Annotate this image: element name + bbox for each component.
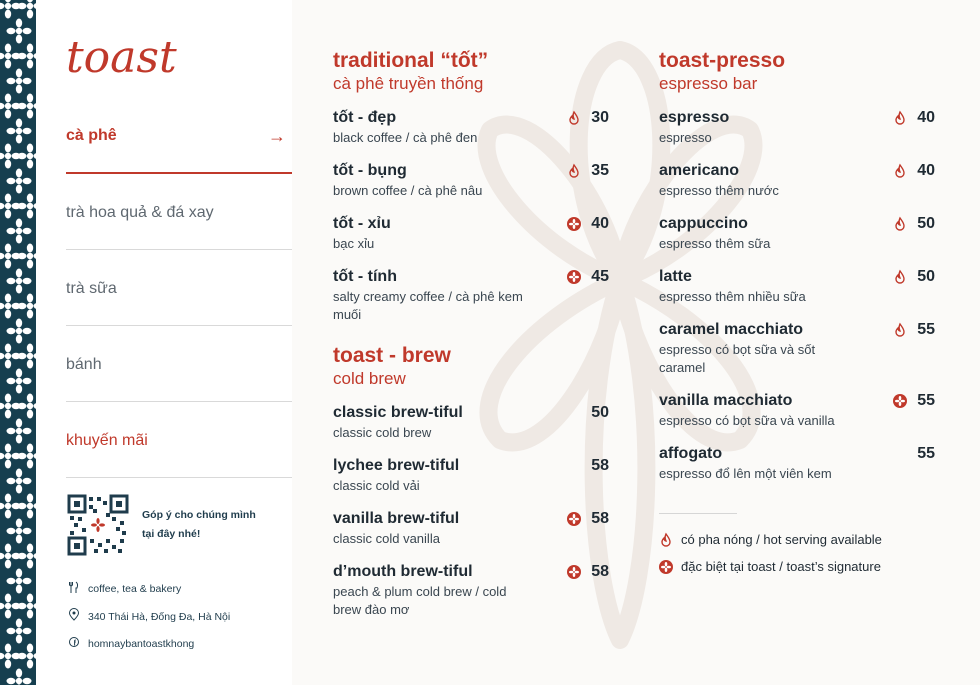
flame-icon	[567, 111, 581, 125]
menu-column-left	[333, 49, 609, 633]
menu-item-price: 40	[917, 108, 935, 126]
menu-item-name: americano	[659, 162, 740, 179]
menu-item[interactable]	[333, 509, 609, 548]
menu-item[interactable]	[659, 161, 935, 200]
menu-item-price: 30	[591, 108, 609, 126]
menu-item-price: 58	[591, 562, 609, 580]
feedback-line-1: Góp ý cho chúng mình	[142, 509, 256, 521]
flame-icon	[893, 270, 907, 284]
toast-logo[interactable]	[66, 28, 177, 85]
menu-item-price: 58	[591, 509, 609, 527]
social-handle[interactable]: homnaybantoastkhong	[88, 637, 195, 650]
legend-hot-text: có pha nóng / hot serving available	[681, 532, 882, 547]
menu-item[interactable]	[659, 267, 935, 306]
signature-flower-icon	[893, 394, 907, 408]
menu-item-price: 40	[917, 161, 935, 179]
menu-item-description: espresso đổ lên một viên kem	[659, 466, 832, 481]
cutlery-icon	[68, 582, 80, 596]
menu-item-name: caramel macchiato	[659, 321, 804, 338]
menu-item-description: espresso	[659, 130, 712, 145]
menu-item-name: cappuccino	[659, 215, 748, 232]
feedback-line-2: tại đây nhé!	[142, 528, 201, 540]
menu-item-name: affogato	[659, 445, 723, 462]
decorative-pattern-strip	[0, 0, 36, 685]
signature-flower-icon	[567, 565, 581, 579]
menu-item-name: tốt - bụng	[333, 162, 407, 179]
menu-item-price: 50	[917, 267, 935, 285]
nav-item-label: bánh	[66, 355, 102, 373]
menu-item-description: black coffee / cà phê đen	[333, 130, 478, 145]
signature-flower-icon	[567, 217, 581, 231]
menu-item-price: 45	[591, 267, 609, 285]
menu-item-description: classic cold brew	[333, 425, 432, 440]
menu-item-price: 58	[591, 456, 609, 474]
feedback-text	[142, 506, 256, 544]
signature-flower-icon	[567, 512, 581, 526]
signature-flower-icon	[567, 270, 581, 284]
menu-column-right	[659, 49, 935, 586]
location-pin-icon	[68, 609, 80, 624]
menu-item[interactable]	[659, 444, 935, 483]
feedback-qr-block	[68, 495, 256, 555]
menu-item-name: vanilla brew-tiful	[333, 510, 460, 527]
legend-hot	[659, 532, 935, 547]
menu-item-description: espresso thêm sữa	[659, 236, 771, 251]
menu-item[interactable]	[659, 108, 935, 147]
menu-item-description: espresso thêm nước	[659, 183, 779, 198]
section-title-presso: toast-presso	[659, 49, 786, 72]
menu-list-presso	[659, 108, 935, 483]
address-text: 340 Thái Hà, Đống Đa, Hà Nội	[88, 610, 231, 623]
menu-item-name: classic brew-tiful	[333, 404, 463, 421]
section-subtitle-brew: cold brew	[333, 369, 406, 388]
menu-item-name: latte	[659, 268, 692, 285]
category-nav	[66, 98, 294, 478]
nav-item-label: khuyến mãi	[66, 431, 148, 449]
arrow-right-icon: →	[268, 125, 286, 146]
menu-item-description: espresso có bọt sữa và sốt caramel	[659, 342, 816, 375]
sidebar	[36, 0, 292, 685]
tagline-text: coffee, tea & bakery	[88, 583, 182, 595]
menu-item-description: espresso có bọt sữa và vanilla	[659, 413, 835, 428]
menu-item-description: bạc xỉu	[333, 236, 375, 251]
menu-item-price: 50	[591, 403, 609, 421]
menu-item[interactable]	[659, 320, 935, 377]
menu-item-price: 35	[591, 161, 609, 179]
nav-item-ca-phe[interactable]	[66, 98, 294, 174]
flame-icon	[893, 111, 907, 125]
menu-item-name: tốt - xỉu	[333, 215, 391, 232]
nav-item-tra-sua[interactable]	[66, 250, 294, 326]
menu-item-price: 50	[917, 214, 935, 232]
section-title-brew: toast - brew	[333, 344, 451, 367]
address-row	[68, 609, 230, 624]
menu-item[interactable]	[659, 214, 935, 253]
svg-text:toast: toast	[66, 32, 177, 83]
menu-list-brew	[333, 403, 609, 619]
menu-item[interactable]	[333, 562, 609, 619]
qr-code[interactable]	[68, 495, 128, 555]
menu-item[interactable]	[333, 214, 609, 253]
social-row[interactable]	[68, 637, 194, 650]
menu-item[interactable]	[333, 456, 609, 495]
flame-icon	[893, 164, 907, 178]
menu-item-price: 40	[591, 214, 609, 232]
section-subtitle-presso: espresso bar	[659, 74, 758, 93]
nav-item-label: trà hoa quả & đá xay	[66, 203, 214, 221]
menu-item-description: salty creamy coffee / cà phê kem muối	[333, 289, 523, 322]
legend-divider	[659, 513, 737, 514]
section-subtitle-traditional: cà phê truyền thống	[333, 74, 484, 93]
menu-item-name: espresso	[659, 109, 730, 126]
menu-item-description: espresso thêm nhiều sữa	[659, 289, 806, 304]
menu-item-name: d’mouth brew-tiful	[333, 563, 473, 580]
menu-item-name: lychee brew-tiful	[333, 457, 460, 474]
nav-item-label: trà sữa	[66, 279, 117, 297]
menu-item[interactable]	[333, 108, 609, 147]
menu-item-name: tốt - tính	[333, 268, 397, 285]
pattern-svg	[0, 0, 36, 685]
flame-icon	[893, 323, 907, 337]
menu-item-description: brown coffee / cà phê nâu	[333, 183, 483, 198]
nav-item-label: cà phê	[66, 127, 117, 144]
signature-flower-icon	[659, 560, 673, 574]
facebook-icon	[68, 637, 80, 650]
menu-item-description: classic cold vải	[333, 478, 420, 493]
menu-item-description: classic cold vanilla	[333, 531, 440, 546]
menu-item-price: 55	[917, 320, 935, 338]
menu-item[interactable]	[333, 161, 609, 200]
logo-image	[66, 28, 177, 83]
menu-item-description: peach & plum cold brew / cold brew đào mơ	[333, 584, 507, 617]
flame-icon	[567, 164, 581, 178]
menu-content	[292, 0, 980, 685]
menu-list-traditional	[333, 108, 609, 324]
menu-item[interactable]	[659, 391, 935, 430]
legend-signature-text: đặc biệt tại toast / toast’s signature	[681, 559, 881, 574]
menu-item[interactable]	[333, 267, 609, 324]
nav-item-tra-hoa-qua[interactable]	[66, 174, 294, 250]
flame-icon	[893, 217, 907, 231]
menu-item-name: tốt - đẹp	[333, 109, 397, 126]
flame-icon	[659, 533, 673, 547]
legend-signature	[659, 559, 935, 574]
menu-item-price: 55	[917, 444, 935, 462]
menu-item[interactable]	[333, 403, 609, 442]
nav-item-banh[interactable]	[66, 326, 294, 402]
nav-item-khuyen-mai[interactable]	[66, 402, 294, 478]
menu-item-name: vanilla macchiato	[659, 392, 793, 409]
section-title-traditional: traditional “tốt”	[333, 49, 489, 72]
tagline-row	[68, 582, 181, 596]
menu-item-price: 55	[917, 391, 935, 409]
